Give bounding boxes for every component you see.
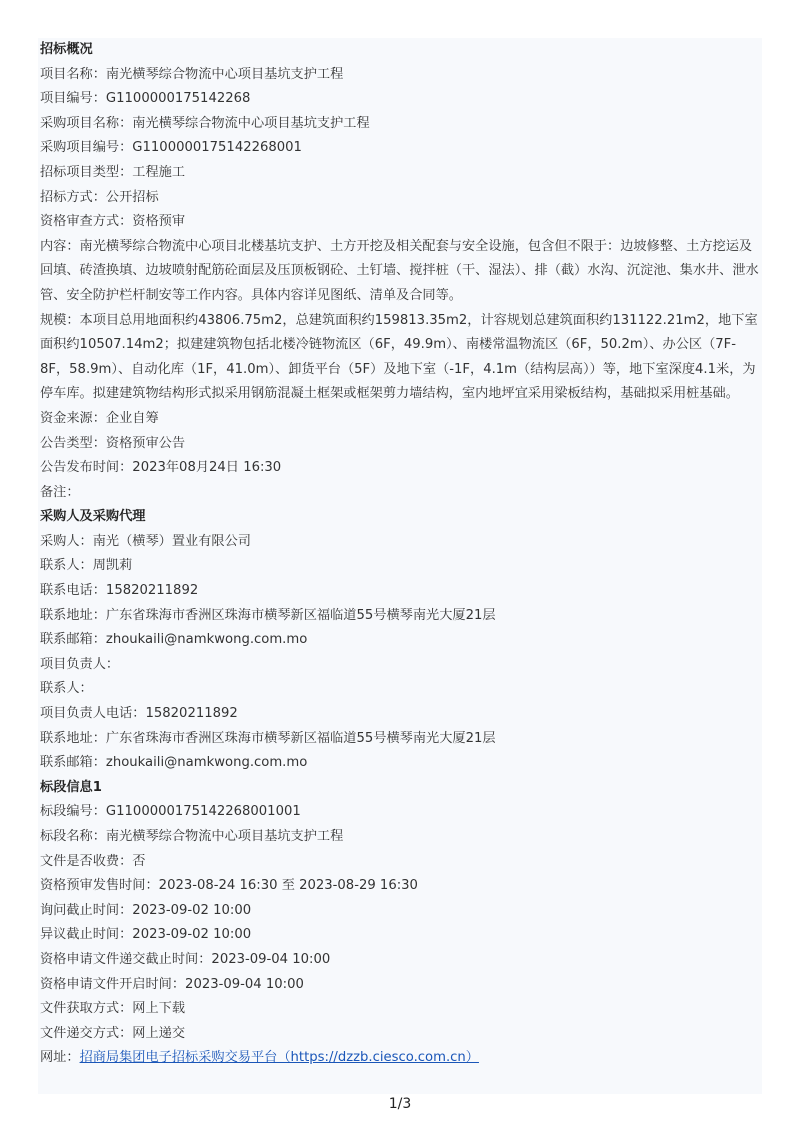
website-label: 网址：	[40, 1050, 80, 1066]
page-number: 1/3	[388, 1096, 412, 1112]
submit-method: 文件递交方式：网上递交	[40, 1025, 186, 1041]
contact-phone: 联系电话：15820211892	[40, 583, 199, 599]
project-manager: 项目负责人：	[40, 656, 120, 672]
platform-link[interactable]: 招商局集团电子招标采购交易平台（https://dzzb.ciesco.com.cn）	[79, 1050, 479, 1066]
contact-email-2: 联系邮箱：zhoukaili@namkwong.com.mo	[40, 755, 308, 771]
scale-description: 规模：本项目总用地面积约43806.75m2，总建筑面积约159813.35m2，计容规划总建筑面积约131122.21m2，地下室面积约10507.14m2；拟建建筑物包括北楼冷链物流区（6F，49.9m）、南楼常温物流区（6F，50.2m）、办公区（7F-8F，58.9m）、自动化库（1F，41.0m）、卸货平台（5F）及地下室（-1F，4.1m（结构层高））等，地下室深度4.1米，为停车库。拟建建筑物结构形式拟采用钢筋混凝土框架或框架剪力墙结构，室内地坪宜采用梁板结构，基础拟采用桩基础。	[40, 312, 758, 402]
contact-address-2: 联系地址：广东省珠海市香洲区珠海市横琴新区福临道55号横琴南光大厦21层	[40, 730, 496, 746]
contact-person: 联系人：周凯莉	[40, 558, 133, 574]
purchase-project-number: 采购项目编号：G1100000175142268001	[40, 140, 302, 156]
obtain-method: 文件获取方式：网上下载	[40, 1001, 186, 1017]
project-number: 项目编号：G1100000175142268	[40, 91, 251, 107]
contact-address: 联系地址：广东省珠海市香洲区珠海市横琴新区福临道55号横琴南光大厦21层	[40, 607, 496, 623]
section-heading-overview: 招标概况	[40, 42, 93, 57]
purchase-project-name: 采购项目名称：南光横琴综合物流中心项目基坑支护工程	[40, 115, 370, 131]
bid-method: 招标方式：公开招标	[40, 189, 159, 205]
project-name: 项目名称：南光横琴综合物流中心项目基坑支护工程	[40, 66, 344, 82]
notice-type: 公告类型：资格预审公告	[40, 435, 186, 451]
section-heading-buyer: 采购人及采购代理	[40, 509, 146, 525]
sale-time: 资格预审发售时间：2023-08-24 16:30 至 2023-08-29 16:30	[40, 878, 418, 894]
document-fee: 文件是否收费：否	[40, 853, 146, 869]
section-heading-lot: 标段信息1	[40, 779, 102, 795]
open-time: 资格申请文件开启时间：2023-09-04 10:00	[40, 976, 304, 992]
document-content	[40, 38, 762, 1071]
review-method: 资格审查方式：资格预审	[40, 214, 186, 230]
objection-deadline: 异议截止时间：2023-09-02 10:00	[40, 927, 252, 943]
project-manager-phone: 项目负责人电话：15820211892	[40, 706, 238, 722]
contact-person-2: 联系人：	[40, 681, 93, 697]
purchaser: 采购人：南光（横琴）置业有限公司	[40, 533, 251, 549]
lot-name: 标段名称：南光横琴综合物流中心项目基坑支护工程	[40, 829, 344, 844]
contact-email: 联系邮箱：zhoukaili@namkwong.com.mo	[40, 632, 308, 648]
publish-time: 公告发布时间：2023年08月24日 16:30	[40, 460, 282, 476]
remark: 备注：	[40, 484, 80, 500]
submit-deadline: 资格申请文件递交截止时间：2023-09-04 10:00	[40, 951, 331, 967]
content-description: 内容：南光横琴综合物流中心项目北楼基坑支护、土方开挖及相关配套与安全设施，包含但不限于：边坡修整、土方挖运及回填、砖渣换填、边坡喷射配筋砼面层及压顶板钢砼、土钉墙、搅拌桩（干、湿法）、排（截）水沟、沉淀池、集水井、泄水管、安全防护栏杆制安等工作内容。具体内容详见图纸、清单及合同等。	[40, 238, 759, 303]
lot-number: 标段编号：G1100000175142268001001	[40, 804, 301, 820]
project-type: 招标项目类型：工程施工	[40, 164, 186, 180]
inquiry-deadline: 询问截止时间：2023-09-02 10:00	[40, 902, 252, 918]
website-row	[40, 1046, 762, 1071]
fund-source: 资金来源：企业自筹	[40, 410, 159, 426]
